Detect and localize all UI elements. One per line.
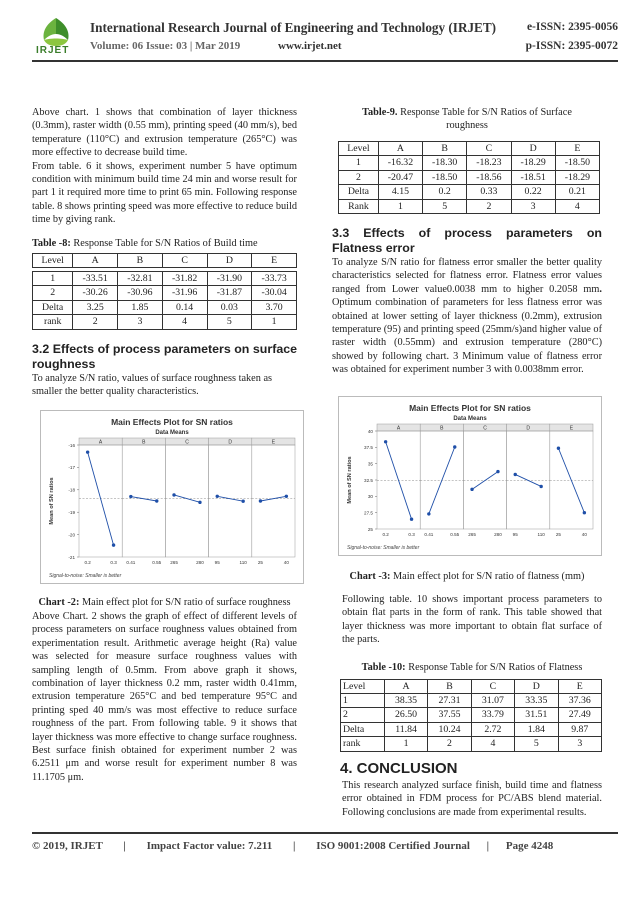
section-heading: 3.2 Effects of process parameters on surface roughness: [32, 341, 297, 371]
table8: [32, 253, 297, 330]
pissn: p-ISSN: 2395-0072: [525, 40, 618, 52]
left-column: [32, 106, 297, 399]
iso-cert: ISO 9001:2008 Certified Journal: [316, 840, 470, 852]
table-row: 1 -33.51 -32.81 -31.82 -31.90 -33.73: [33, 272, 297, 286]
y-tick-label: -17: [68, 465, 75, 471]
chart3-svg: [339, 397, 601, 555]
chart-title: Main Effects Plot for SN ratios: [111, 417, 233, 427]
panel-label: D: [526, 425, 531, 432]
y-tick-label: -19: [68, 510, 75, 515]
x-tick-label: 110: [239, 560, 247, 565]
left-column-lower: [32, 596, 297, 784]
x-tick-label: 0.41: [424, 532, 434, 537]
impact-factor: Impact Factor value: 7.211: [146, 840, 273, 852]
website: www.irjet.net: [278, 40, 342, 52]
chart-surface-roughness: [40, 410, 304, 584]
chart2-svg: [41, 411, 303, 583]
series-line: [217, 496, 243, 501]
data-point: [259, 499, 262, 502]
data-point: [384, 440, 387, 443]
panel-label: B: [142, 439, 146, 446]
data-point: [285, 495, 288, 498]
y-tick-label: -21: [68, 554, 75, 560]
series-line: [174, 495, 200, 502]
paragraph: To analyze S/N ratio for flatness error smaller the better quality characteristics selected for flatness error. Flatness error values ranged from Lower value0.0038 mm to higher 0.2058 mm. Optimum combination of parameters for less flatness error was obtained at lower setting of layer thickness (0.2mm), extrusion temperature (95) and printing speed (25mm/s)and higher value of raster width (0.55mm) and extrusion temperature (280°C) showed by following chart. 3 Minimum value of flatness error was obtained for experiment number 3 with 0.0038mm error.: [332, 257, 602, 376]
x-tick-label: 0.41: [126, 560, 136, 565]
panel-label: D: [228, 439, 233, 446]
x-tick-label: 0.2: [84, 560, 91, 565]
y-tick-label: 30: [367, 494, 373, 500]
panel-label: E: [271, 439, 276, 446]
panel-frame: [209, 445, 252, 557]
chart-title: Main Effects Plot for SN ratios: [409, 403, 531, 413]
paragraph: Following table. 10 shows important process parameters to obtain flat parts in the form of rank. This table showed that layer thickness was more important to obtain flat surface of the parts.: [342, 594, 602, 646]
paragraph: This research analyzed surface finish, build time and flatness error obtained in FDM process for PC/ABS blend material. Following conclusions are made from experimental results.: [342, 780, 602, 818]
y-tick-label: 27.5: [364, 510, 373, 516]
panel-label: C: [483, 425, 487, 432]
series-line: [260, 496, 286, 501]
volume-info: Volume: 06 Issue: 03 | Mar 2019: [90, 40, 241, 52]
series-line: [558, 448, 584, 512]
header-rule: [32, 60, 618, 62]
x-tick-label: 95: [512, 532, 518, 537]
chart-subtitle: Data Means: [453, 416, 487, 422]
table-row: 2 -30.26 -30.96 -31.96 -31.87 -30.04: [33, 286, 297, 300]
panel-label: B: [440, 425, 444, 432]
series-line: [131, 497, 157, 501]
data-point: [496, 470, 499, 473]
x-tick-label: 0.3: [408, 532, 415, 537]
data-point: [583, 511, 586, 514]
data-point: [539, 485, 542, 488]
series-line: [386, 442, 412, 519]
x-tick-label: 40: [283, 560, 289, 565]
x-tick-label: 110: [537, 532, 545, 537]
y-tick-label: 40: [367, 428, 373, 434]
table-header-row: Level A B C D E: [339, 142, 600, 156]
x-tick-label: 0.55: [450, 532, 460, 537]
table-row: 2 26.50 37.55 33.79 31.51 27.49: [341, 708, 602, 722]
data-point: [427, 512, 430, 515]
x-tick-label: 280: [196, 560, 204, 565]
right-column: [332, 106, 602, 377]
table-row: Delta 11.84 10.24 2.72 1.84 9.87: [341, 722, 602, 736]
y-axis-label: Mean of SN ratios: [49, 477, 55, 525]
table-row: 1 -16.32 -18.30 -18.23 -18.29 -18.50: [339, 156, 600, 170]
table-caption: Table -10: Response Table for S/N Ratios of Flatness: [361, 661, 583, 673]
table-header-row: Level A B C D E: [33, 253, 297, 267]
right-column-lower: [332, 570, 602, 819]
figure-caption: Chart -3: Main effect plot for S/N ratio of flatness (mm): [349, 571, 585, 582]
table-row: rank 2 3 4 5 1: [33, 315, 297, 329]
panel-frame: [122, 445, 165, 557]
y-tick-label: 25: [367, 526, 373, 532]
table-caption: Table -8: Response Table for S/N Ratios of Build time: [32, 237, 258, 249]
irjet-logo: [32, 14, 80, 58]
data-point: [557, 447, 560, 450]
x-tick-label: 0.2: [382, 532, 389, 537]
data-point: [410, 518, 413, 521]
data-point: [453, 445, 456, 448]
chart-footnote: Signal-to-noise: Smaller is better: [347, 545, 420, 551]
y-tick-label: 35: [367, 461, 373, 467]
paragraph: To analyze S/N ratio, values of surface roughness taken as smaller the better quality characteristics.: [32, 372, 273, 398]
panel-frame: [165, 445, 208, 557]
figure-caption: Chart -2: Main effect plot for S/N ratio of surface roughness: [38, 597, 291, 608]
table-row: rank 1 2 4 5 3: [341, 737, 602, 751]
table-caption: Table-9. Response Table for S/N Ratios of Surface roughness: [362, 107, 572, 131]
panel-frame: [79, 445, 122, 557]
footer: © 2019, IRJET | Impact Factor value: 7.211 | ISO 9001:2008 Certified Journal | Page 4248: [32, 840, 554, 852]
table-row: Rank 1 5 2 3 4: [339, 199, 600, 213]
series-line: [429, 447, 455, 514]
y-tick-label: -16: [68, 442, 75, 448]
panel-label: E: [569, 425, 574, 432]
eissn: e-ISSN: 2395-0056: [526, 21, 618, 33]
y-axis-label: Mean of SN ratios: [347, 456, 353, 504]
section-heading: 3.3 Effects of process parameters on Flatness error: [332, 226, 602, 256]
data-point: [172, 493, 175, 496]
data-point: [514, 473, 517, 476]
table9: [338, 141, 600, 214]
chart-footnote: Signal-to-noise: Smaller is better: [49, 573, 122, 579]
panel-label: A: [396, 425, 401, 432]
series-line: [88, 452, 114, 545]
panel-label: A: [98, 439, 103, 446]
series-line: [472, 472, 498, 490]
y-tick-label: 32.5: [364, 477, 373, 483]
x-tick-label: 265: [170, 560, 178, 565]
logo-text: IRJET: [36, 45, 70, 56]
data-point: [470, 488, 473, 491]
x-tick-label: 25: [555, 532, 562, 537]
data-point: [216, 495, 219, 498]
x-tick-label: 25: [257, 560, 264, 565]
x-tick-label: 0.55: [152, 560, 162, 565]
x-tick-label: 265: [468, 532, 476, 537]
table-row: 2 -20.47 -18.50 -18.56 -18.51 -18.29: [339, 170, 600, 184]
x-tick-label: 40: [581, 532, 587, 537]
footer-rule: [32, 832, 618, 834]
paragraph: Above chart. 1 shows that combination of layer thickness (0.3mm), raster width (0.55 mm), printing speed (40 mm/s), bed temperature (110°C) and extrusion temperature (265°C) was more effective to decrease build time.: [32, 107, 297, 159]
panel-frame: [252, 445, 295, 557]
paragraph: From table. 6 it shows, experiment number 5 have optimum condition with minimum build time 24 min and worse result for part 1 it required more time to print 65 min. Following response table. 8 shows printing speed was more effective to reduce build time by giving rank.: [32, 160, 297, 226]
chart-subtitle: Data Means: [155, 430, 189, 436]
y-tick-label: 37.5: [364, 445, 373, 451]
series-line: [515, 474, 541, 486]
data-point: [198, 501, 201, 504]
data-point: [112, 543, 115, 546]
section-heading: 4. CONCLUSION: [340, 759, 458, 777]
table10: [340, 679, 602, 752]
y-tick-label: -20: [68, 532, 75, 538]
paragraph: Above Chart. 2 shows the graph of effect of different levels of process parameters on surface roughness values obtained from experimentation result. Arithmetic average height (Ra) value was selected for measure surface roughness values with sampling length of 0.5mm. From above graph it shows, combination of layer thickness 0.2 mm, raster width 0.41mm, extrusion temperature 265°C and bed temperature 95°C and printing sped 40 mm/s was most effective to reduce surface roughness of the part. From following table. 9 it shows that layer thickness was more effective to change surface roughness. Best surface finish obtained for experiment number 2 was 6.2511 μm and worse result for experiment number 8 was 11.1705 μm.: [32, 611, 297, 783]
x-tick-label: 95: [214, 560, 220, 565]
table-header-row: Level A B C D E: [341, 679, 602, 693]
data-point: [86, 450, 89, 453]
page-number: Page 4248: [505, 840, 554, 852]
copyright: © 2019, IRJET: [32, 840, 103, 852]
chart-flatness: [338, 396, 602, 556]
table-row: 1 38.35 27.31 31.07 33.35 37.36: [341, 694, 602, 708]
data-point: [241, 500, 244, 503]
x-tick-label: 0.3: [110, 560, 117, 565]
journal-title: International Research Journal of Engineering and Technology (IRJET): [90, 20, 497, 35]
data-point: [129, 495, 132, 498]
table-row: Delta 4.15 0.2 0.33 0.22 0.21: [339, 185, 600, 199]
table-row: Delta 3.25 1.85 0.14 0.03 3.70: [33, 300, 297, 314]
x-tick-label: 280: [494, 532, 502, 537]
y-tick-label: -18: [68, 487, 75, 493]
data-point: [155, 499, 158, 502]
panel-label: C: [185, 439, 189, 446]
